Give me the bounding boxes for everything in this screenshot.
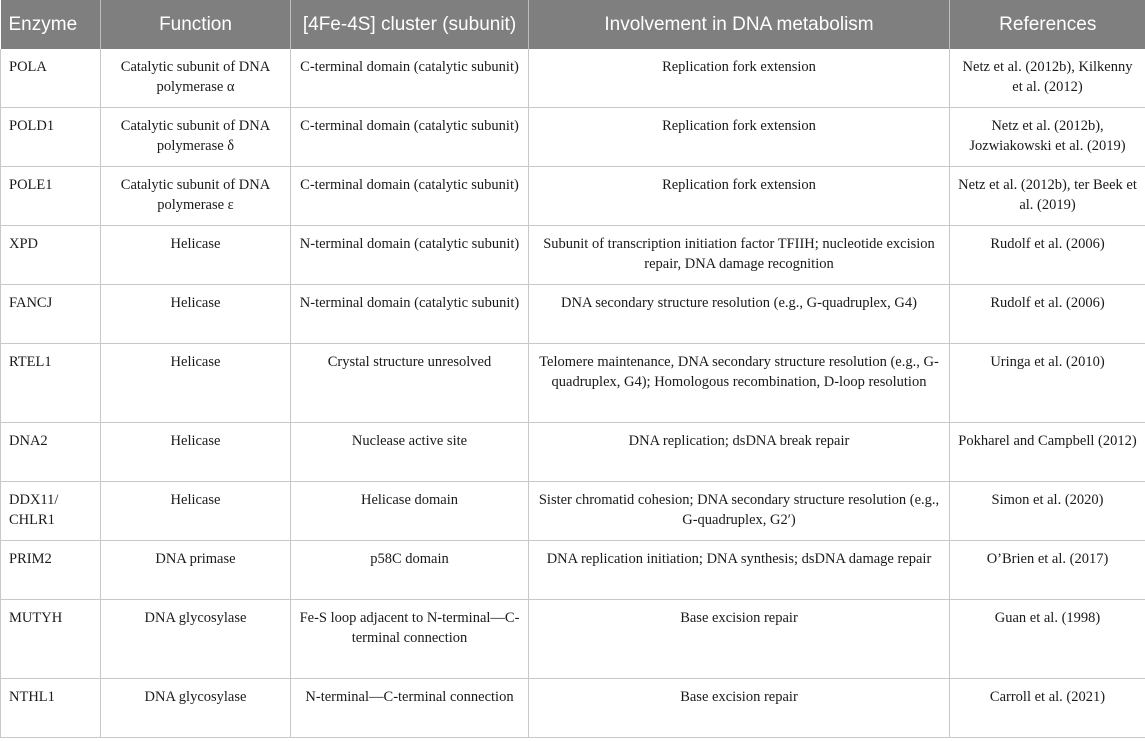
- cell-references: Guan et al. (1998): [950, 600, 1145, 679]
- cell-function: Catalytic subunit of DNA polymerase ε: [101, 167, 291, 226]
- table-row: [1, 344, 1145, 423]
- table-row: [1, 285, 1145, 344]
- header-references: References: [950, 0, 1145, 49]
- header-enzyme: Enzyme: [1, 0, 101, 49]
- cell-function: Helicase: [101, 344, 291, 423]
- cell-cluster: Fe-S loop adjacent to N-terminal—C-terminal connection: [291, 600, 529, 679]
- cell-cluster: N-terminal—C-terminal connection: [291, 679, 529, 738]
- cell-references: Pokharel and Campbell (2012): [950, 423, 1145, 482]
- table-row: [1, 679, 1145, 738]
- cell-involvement: Subunit of transcription initiation factor TFIIH; nucleotide excision repair, DNA damage recognition: [529, 226, 950, 285]
- cell-cluster: Crystal structure unresolved: [291, 344, 529, 423]
- cell-references: Rudolf et al. (2006): [950, 226, 1145, 285]
- cell-involvement: Sister chromatid cohesion; DNA secondary structure resolution (e.g., G-quadruplex, G2′): [529, 482, 950, 541]
- cell-enzyme: POLA: [1, 49, 101, 108]
- cell-cluster: N-terminal domain (catalytic subunit): [291, 285, 529, 344]
- cell-enzyme: NTHL1: [1, 679, 101, 738]
- cell-function: DNA glycosylase: [101, 600, 291, 679]
- cell-cluster: C-terminal domain (catalytic subunit): [291, 108, 529, 167]
- cell-cluster: Nuclease active site: [291, 423, 529, 482]
- table-row: [1, 541, 1145, 600]
- cell-involvement: Telomere maintenance, DNA secondary structure resolution (e.g., G-quadruplex, G4); Homologous recombination, D-loop resolution: [529, 344, 950, 423]
- cell-involvement: Base excision repair: [529, 600, 950, 679]
- table-header: [1, 0, 1145, 49]
- cell-cluster: N-terminal domain (catalytic subunit): [291, 226, 529, 285]
- cell-function: Helicase: [101, 285, 291, 344]
- cell-references: Netz et al. (2012b), ter Beek et al. (2019): [950, 167, 1145, 226]
- cell-cluster: C-terminal domain (catalytic subunit): [291, 49, 529, 108]
- cell-cluster: C-terminal domain (catalytic subunit): [291, 167, 529, 226]
- table-row: [1, 226, 1145, 285]
- cell-function: Catalytic subunit of DNA polymerase δ: [101, 108, 291, 167]
- table-body: [1, 49, 1145, 738]
- cell-references: O’Brien et al. (2017): [950, 541, 1145, 600]
- header-cluster: [4Fe-4S] cluster (subunit): [291, 0, 529, 49]
- cell-cluster: Helicase domain: [291, 482, 529, 541]
- cell-references: Carroll et al. (2021): [950, 679, 1145, 738]
- cell-cluster: p58C domain: [291, 541, 529, 600]
- cell-references: Netz et al. (2012b), Kilkenny et al. (2012): [950, 49, 1145, 108]
- cell-references: Rudolf et al. (2006): [950, 285, 1145, 344]
- cell-function: DNA primase: [101, 541, 291, 600]
- cell-involvement: DNA replication; dsDNA break repair: [529, 423, 950, 482]
- cell-enzyme: POLE1: [1, 167, 101, 226]
- cell-enzyme: RTEL1: [1, 344, 101, 423]
- table-row: [1, 423, 1145, 482]
- cell-enzyme: XPD: [1, 226, 101, 285]
- cell-enzyme: DNA2: [1, 423, 101, 482]
- cell-function: Catalytic subunit of DNA polymerase α: [101, 49, 291, 108]
- cell-function: Helicase: [101, 226, 291, 285]
- header-involvement: Involvement in DNA metabolism: [529, 0, 950, 49]
- cell-enzyme: PRIM2: [1, 541, 101, 600]
- table-row: [1, 49, 1145, 108]
- cell-enzyme: MUTYH: [1, 600, 101, 679]
- table-row: [1, 167, 1145, 226]
- header-function: Function: [101, 0, 291, 49]
- cell-function: Helicase: [101, 482, 291, 541]
- cell-involvement: Replication fork extension: [529, 167, 950, 226]
- cell-references: Uringa et al. (2010): [950, 344, 1145, 423]
- cell-references: Simon et al. (2020): [950, 482, 1145, 541]
- cell-involvement: DNA secondary structure resolution (e.g., G-quadruplex, G4): [529, 285, 950, 344]
- cell-enzyme: FANCJ: [1, 285, 101, 344]
- cell-function: DNA glycosylase: [101, 679, 291, 738]
- cell-references: Netz et al. (2012b), Jozwiakowski et al. (2019): [950, 108, 1145, 167]
- header-row: [1, 0, 1145, 49]
- cell-involvement: Replication fork extension: [529, 108, 950, 167]
- cell-function: Helicase: [101, 423, 291, 482]
- cell-enzyme: DDX11/ CHLR1: [1, 482, 101, 541]
- cell-involvement: Replication fork extension: [529, 49, 950, 108]
- cell-involvement: DNA replication initiation; DNA synthesis; dsDNA damage repair: [529, 541, 950, 600]
- table-row: [1, 482, 1145, 541]
- cell-involvement: Base excision repair: [529, 679, 950, 738]
- cell-enzyme: POLD1: [1, 108, 101, 167]
- table-row: [1, 600, 1145, 679]
- table-row: [1, 108, 1145, 167]
